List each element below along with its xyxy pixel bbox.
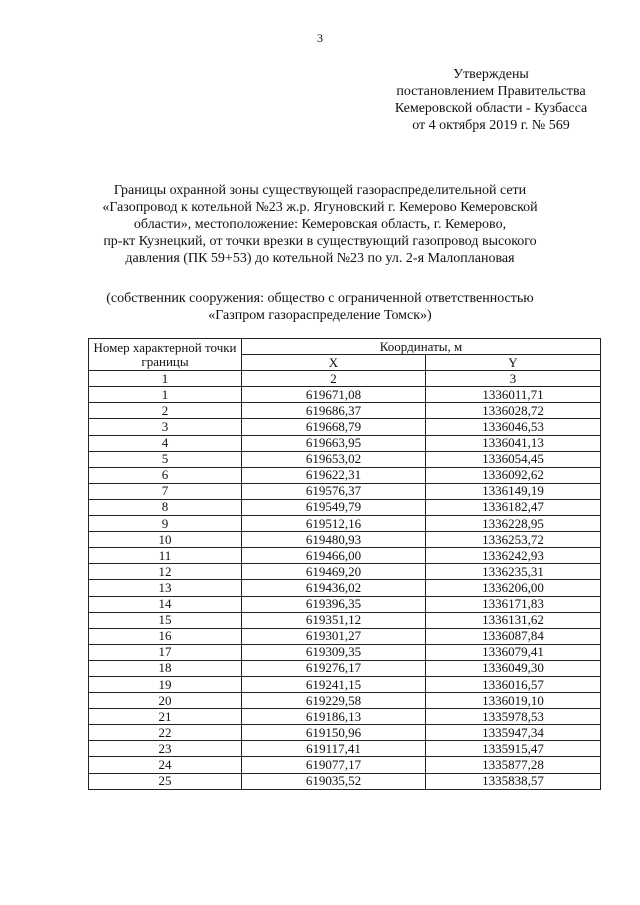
y-coordinate-cell: 1336079,41: [426, 644, 601, 660]
header-y: Y: [426, 355, 601, 371]
table-row: [89, 693, 601, 709]
x-coordinate-cell: 619512,16: [242, 516, 426, 532]
y-coordinate-cell: 1335838,57: [426, 773, 601, 789]
y-coordinate-cell: 1336206,00: [426, 580, 601, 596]
y-coordinate-cell: 1335915,47: [426, 741, 601, 757]
point-number-cell: 24: [89, 757, 242, 773]
point-number-cell: 23: [89, 741, 242, 757]
title-line: пр-кт Кузнецкий, от точки врезки в существующий газопровод высокого: [103, 234, 537, 249]
x-coordinate-cell: 619686,37: [242, 403, 426, 419]
x-coordinate-cell: 619309,35: [242, 644, 426, 660]
y-coordinate-cell: 1336011,71: [426, 387, 601, 403]
y-coordinate-cell: 1336235,31: [426, 564, 601, 580]
x-coordinate-cell: 619186,13: [242, 709, 426, 725]
table-row: [89, 467, 601, 483]
y-coordinate-cell: 1336092,62: [426, 467, 601, 483]
x-coordinate-cell: 619576,37: [242, 483, 426, 499]
table-row: [89, 516, 601, 532]
column-number-2: 2: [242, 371, 426, 387]
point-number-cell: 17: [89, 644, 242, 660]
owner-line: «Газпром газораспределение Томск»): [208, 308, 432, 323]
x-coordinate-cell: 619653,02: [242, 451, 426, 467]
column-number-1: 1: [89, 371, 242, 387]
approval-line: Кемеровской области - Кузбасса: [394, 101, 588, 116]
table-row: [89, 596, 601, 612]
x-coordinate-cell: 619663,95: [242, 435, 426, 451]
table-row: [89, 660, 601, 676]
table-row: [89, 451, 601, 467]
y-coordinate-cell: 1336046,53: [426, 419, 601, 435]
y-coordinate-cell: 1336016,57: [426, 676, 601, 692]
x-coordinate-cell: 619622,31: [242, 467, 426, 483]
table-row: [89, 725, 601, 741]
x-coordinate-cell: 619035,52: [242, 773, 426, 789]
approval-block: [376, 66, 606, 134]
title-line: «Газопровод к котельной №23 ж.р. Ягуновский г. Кемерово Кемеровской: [102, 200, 538, 215]
approval-line: от 4 октября 2019 г. № 569: [412, 118, 570, 133]
x-coordinate-cell: 619301,27: [242, 628, 426, 644]
y-coordinate-cell: 1335877,28: [426, 757, 601, 773]
y-coordinate-cell: 1335947,34: [426, 725, 601, 741]
page-number: 3: [317, 31, 323, 45]
point-number-cell: 16: [89, 628, 242, 644]
table-row: [89, 676, 601, 692]
table-row: [89, 419, 601, 435]
table-row: [89, 532, 601, 548]
point-number-cell: 11: [89, 548, 242, 564]
point-number-cell: 15: [89, 612, 242, 628]
approval-line: Утверждены: [453, 67, 529, 82]
point-number-cell: 7: [89, 483, 242, 499]
table-row: [89, 628, 601, 644]
y-coordinate-cell: 1336131,62: [426, 612, 601, 628]
y-coordinate-cell: 1336228,95: [426, 516, 601, 532]
x-coordinate-cell: 619668,79: [242, 419, 426, 435]
y-coordinate-cell: 1336087,84: [426, 628, 601, 644]
x-coordinate-cell: 619150,96: [242, 725, 426, 741]
x-coordinate-cell: 619466,00: [242, 548, 426, 564]
x-coordinate-cell: 619276,17: [242, 660, 426, 676]
table-row: [89, 741, 601, 757]
table-row: [89, 773, 601, 789]
coordinates-table: [88, 338, 601, 790]
x-coordinate-cell: 619671,08: [242, 387, 426, 403]
table-row: [89, 548, 601, 564]
point-number-cell: 21: [89, 709, 242, 725]
y-coordinate-cell: 1336019,10: [426, 693, 601, 709]
table-row: [89, 612, 601, 628]
header-coordinates: Координаты, м: [242, 339, 601, 355]
point-number-cell: 13: [89, 580, 242, 596]
table-row: [89, 403, 601, 419]
y-coordinate-cell: 1336041,13: [426, 435, 601, 451]
point-number-cell: 4: [89, 435, 242, 451]
point-number-cell: 20: [89, 693, 242, 709]
title-line: давления (ПК 59+53) до котельной №23 по ул. 2-я Малоплановая: [125, 251, 515, 266]
table-row: [89, 644, 601, 660]
title-line: области», местоположение: Кемеровская область, г. Кемерово,: [133, 217, 507, 232]
owner-line: (собственник сооружения: общество с ограниченной ответственностью: [106, 291, 534, 306]
y-coordinate-cell: 1336149,19: [426, 483, 601, 499]
point-number-cell: 1: [89, 387, 242, 403]
table-row: [89, 757, 601, 773]
title-line: Границы охранной зоны существующей газораспределительной сети: [113, 183, 527, 198]
column-number-3: 3: [426, 371, 601, 387]
x-coordinate-cell: 619549,79: [242, 499, 426, 515]
point-number-cell: 9: [89, 516, 242, 532]
point-number-cell: 10: [89, 532, 242, 548]
point-number-cell: 3: [89, 419, 242, 435]
point-number-cell: 22: [89, 725, 242, 741]
y-coordinate-cell: 1336054,45: [426, 451, 601, 467]
y-coordinate-cell: 1336182,47: [426, 499, 601, 515]
y-coordinate-cell: 1336253,72: [426, 532, 601, 548]
table-row: [89, 564, 601, 580]
x-coordinate-cell: 619396,35: [242, 596, 426, 612]
x-coordinate-cell: 619351,12: [242, 612, 426, 628]
x-coordinate-cell: 619077,17: [242, 757, 426, 773]
table-row: [89, 499, 601, 515]
point-number-cell: 2: [89, 403, 242, 419]
point-number-cell: 19: [89, 676, 242, 692]
y-coordinate-cell: 1335978,53: [426, 709, 601, 725]
y-coordinate-cell: 1336242,93: [426, 548, 601, 564]
table-body: [89, 387, 601, 789]
point-number-cell: 12: [89, 564, 242, 580]
owner-note: [62, 290, 578, 324]
point-number-cell: 25: [89, 773, 242, 789]
point-number-cell: 5: [89, 451, 242, 467]
table-row: [89, 435, 601, 451]
x-coordinate-cell: 619229,58: [242, 693, 426, 709]
document-title: [62, 182, 578, 267]
x-coordinate-cell: 619480,93: [242, 532, 426, 548]
x-coordinate-cell: 619241,15: [242, 676, 426, 692]
x-coordinate-cell: 619469,20: [242, 564, 426, 580]
y-coordinate-cell: 1336171,83: [426, 596, 601, 612]
table-row: [89, 709, 601, 725]
x-coordinate-cell: 619436,02: [242, 580, 426, 596]
point-number-cell: 6: [89, 467, 242, 483]
table-row: [89, 483, 601, 499]
y-coordinate-cell: 1336049,30: [426, 660, 601, 676]
approval-line: постановлением Правительства: [396, 84, 586, 99]
point-number-cell: 18: [89, 660, 242, 676]
table-row: [89, 387, 601, 403]
table-row: [89, 580, 601, 596]
header-x: X: [242, 355, 426, 371]
y-coordinate-cell: 1336028,72: [426, 403, 601, 419]
header-point-number: Номер характерной точки границы: [89, 339, 242, 371]
point-number-cell: 14: [89, 596, 242, 612]
x-coordinate-cell: 619117,41: [242, 741, 426, 757]
point-number-cell: 8: [89, 499, 242, 515]
